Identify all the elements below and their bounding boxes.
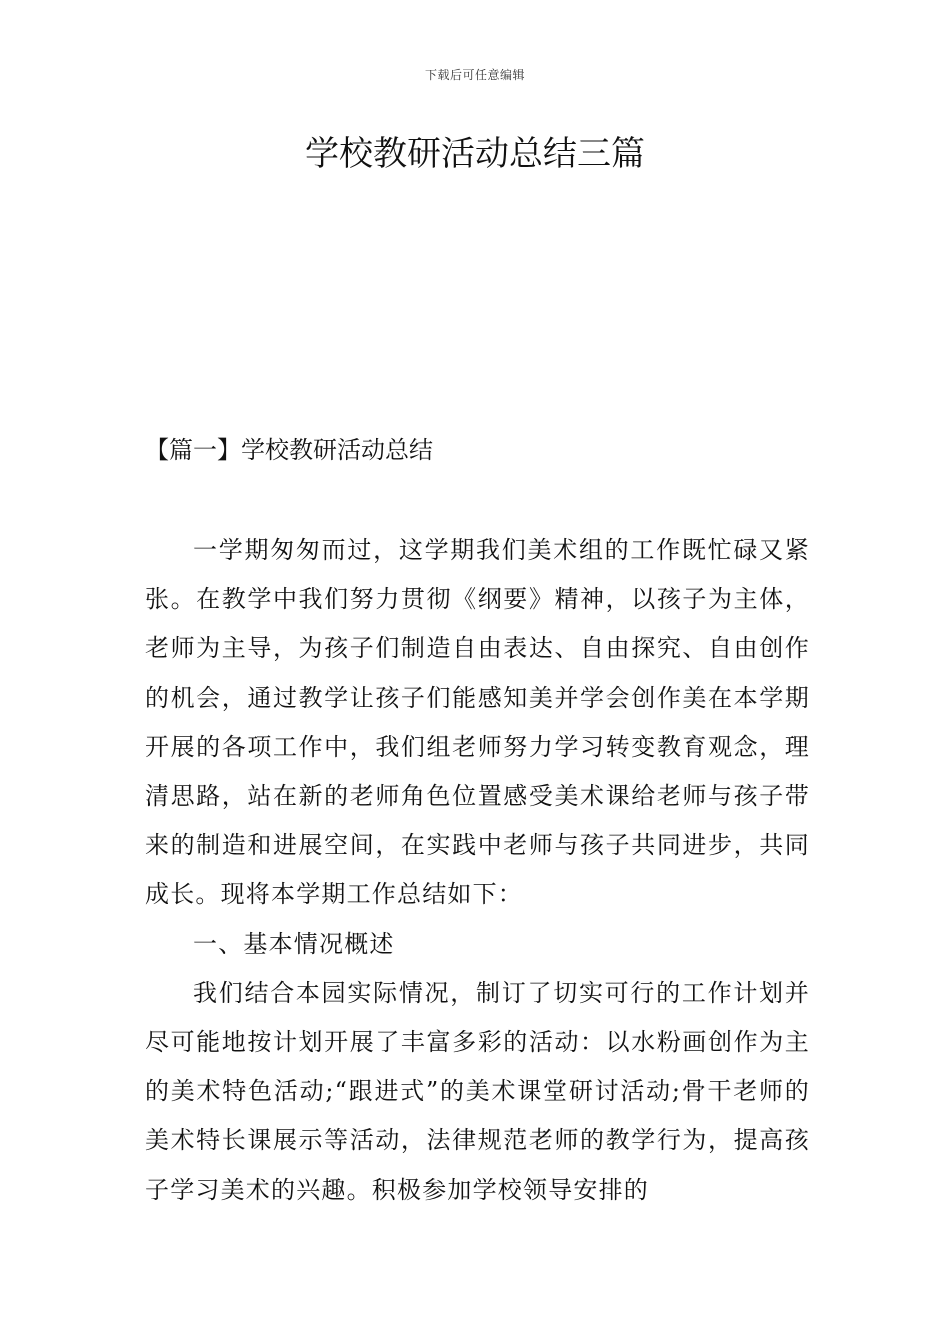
paragraph-subheading: 一、基本情况概述 — [193, 929, 395, 958]
header-note: 下载后可任意编辑 — [424, 68, 525, 82]
body-text — [145, 526, 810, 1215]
document-title: 学校教研活动总结三篇 — [305, 134, 645, 174]
paragraph-basic-situation: 我们结合本园实际情况，制订了切实可行的工作计划并尽可能地按计划开展了丰富多彩的活动：以水粉画创作为主的美术特色活动;“跟进式”的美术课堂研讨活动;骨干老师的美术特长课展示等活动，法律规范老师的教学行为，提高孩子学习美术的兴趣。积极参加学校领导安排的 — [145, 978, 810, 1204]
section-heading: 【篇一】学校教研活动总结 — [145, 436, 433, 464]
paragraph-intro: 一学期匆匆而过，这学期我们美术组的工作既忙碌又紧张。在教学中我们努力贯彻《纲要》精神，以孩子为主体，老师为主导，为孩子们制造自由表达、自由探究、自由创作的机会，通过教学让孩子们能感知美并学会创作美在本学期开展的各项工作中，我们组老师努力学习转变教育观念，理清思路，站在新的老师角色位置感受美术课给老师与孩子带来的制造和进展空间，在实践中老师与孩子共同进步，共同成长。现将本学期工作总结如下： — [145, 536, 810, 909]
